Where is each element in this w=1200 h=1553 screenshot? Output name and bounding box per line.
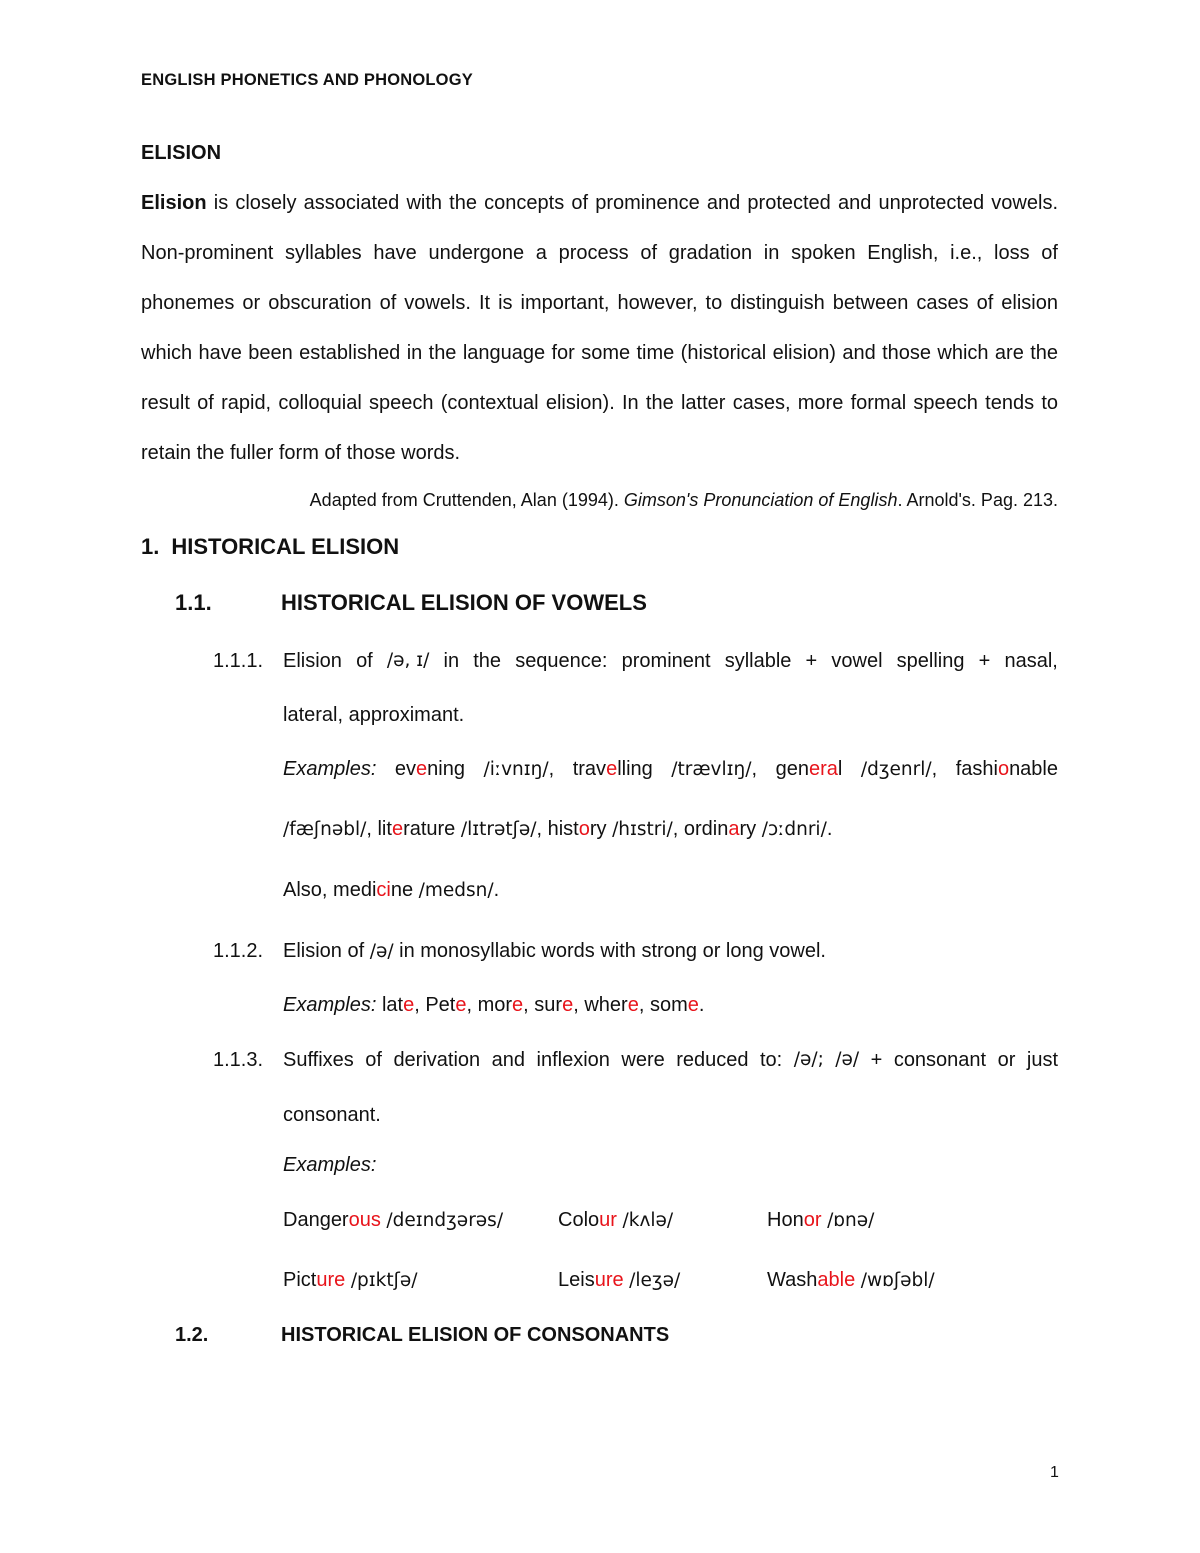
examples-also: Also, medicine /medsn/. xyxy=(283,879,500,901)
heading-historical-elision-vowels: HISTORICAL ELISION OF VOWELS xyxy=(281,590,647,615)
word: derivation xyxy=(393,1049,481,1071)
heading-number-1-1: 1.1. xyxy=(175,590,212,615)
citation xyxy=(310,490,1058,511)
word: Elision xyxy=(283,650,342,672)
section-title: ELISION xyxy=(141,142,222,164)
ipa-travelling: /trævlɪŋ/, xyxy=(671,758,758,780)
heading-text: HISTORICAL ELISION xyxy=(171,534,400,559)
ipa-transcription: /trævlɪŋ/ xyxy=(671,759,752,780)
item-number-1-1-1: 1.1.1. xyxy=(213,650,264,672)
ipa-transcription: /kʌlə/ xyxy=(622,1210,674,1231)
stem: rature xyxy=(403,818,456,840)
ipa-fashionable: /fæʃnəbl/ xyxy=(283,819,367,840)
citation-title: Gimson's Pronunciation of English xyxy=(623,490,898,510)
word: consonant xyxy=(893,1049,987,1071)
item-1-1-2-text xyxy=(283,940,826,963)
citation-author: Adapted from Cruttenden, Alan (1994). xyxy=(309,490,624,510)
suffix: ure xyxy=(316,1269,346,1291)
suffix: ure xyxy=(594,1269,624,1291)
ipa-transcription: /dʒenrl/ xyxy=(860,759,932,780)
example-general xyxy=(776,758,843,781)
stem: som xyxy=(649,994,688,1016)
stem: ev xyxy=(394,758,417,780)
word: of xyxy=(365,1049,382,1071)
suffix: ur xyxy=(599,1209,617,1231)
example-word xyxy=(534,994,573,1016)
elided-letter: o xyxy=(997,758,1010,780)
word: of xyxy=(356,650,373,672)
ipa-medicine: /medsn/ xyxy=(418,880,494,901)
intro-text: is closely associated with the concepts of prominence and protected and unprotected vowels. Non-prominent syllables have undergone a process of gradation in spoken English, i.e., loss of phonemes or obscuration of vowels. It is important, however, to distinguish between cases of elision which have been established in the language for some time (historical elision) and those which are the result of rapid, colloquial speech (contextual elision). In the latter cases, more formal speech tends to retain the fuller form of those words. xyxy=(141,192,1058,464)
elided-letter: a xyxy=(728,818,740,840)
examples-label: Examples: xyxy=(283,994,377,1016)
suffix-example-picture xyxy=(283,1269,417,1292)
examples-label: Examples: xyxy=(283,758,377,780)
example-word xyxy=(478,994,524,1016)
word: sequence: xyxy=(515,650,608,672)
word: spelling xyxy=(896,650,965,672)
ipa-transcription: /leʒə/ xyxy=(629,1270,681,1291)
word: or xyxy=(997,1049,1016,1071)
elided-letter: e xyxy=(562,994,574,1016)
heading-number-1-2: 1.2. xyxy=(175,1324,209,1346)
example-travelling xyxy=(573,758,653,781)
text: Elision of xyxy=(283,940,370,962)
suffix-example-colour xyxy=(558,1209,673,1232)
page-number: 1 xyxy=(1050,1464,1059,1481)
item-1-1-1-line2: lateral, approximant. xyxy=(283,704,465,726)
stem: ning xyxy=(427,758,465,780)
example-ordinary xyxy=(684,818,756,840)
elided-letter: era xyxy=(808,758,838,780)
suffix: ous xyxy=(348,1209,381,1231)
suffix-example-leisure xyxy=(558,1269,680,1292)
ipa-transcription: /deɪndʒərəs/ xyxy=(386,1210,504,1231)
ipa-transcription: /iːvnɪŋ/ xyxy=(483,759,549,780)
suffix: able xyxy=(817,1269,856,1291)
ipa-history: /hɪstri/ xyxy=(612,819,673,840)
example-word xyxy=(584,994,638,1016)
example-evening xyxy=(395,758,465,781)
stem: sur xyxy=(534,994,563,1016)
examples-line-2: /fæʃnəbl/, literature /lɪtrətʃə/, history /hɪstri/, ordinary /ɔːdnri/. xyxy=(283,818,833,840)
suffix: or xyxy=(803,1209,822,1231)
word: nasal, xyxy=(1004,650,1058,672)
ipa-transcription: /pɪktʃə/ xyxy=(350,1270,418,1291)
word: syllable xyxy=(724,650,792,672)
citation-publisher: . Arnold's. Pag. 213. xyxy=(897,490,1058,510)
example-literature xyxy=(377,818,455,840)
stem: Pet xyxy=(425,994,456,1016)
elided-letter: e xyxy=(512,994,524,1016)
item-1-1-2-examples: Examples: late, Pete, more, sure, where, some. xyxy=(283,994,705,1016)
stem: Hon xyxy=(767,1209,804,1231)
ipa-transcription: /ɒnə/ xyxy=(827,1210,875,1231)
stem: Wash xyxy=(767,1269,818,1291)
ipa-transcription: /ə/ xyxy=(835,1049,860,1070)
stem: trav xyxy=(572,758,607,780)
word: were xyxy=(621,1049,665,1071)
word: reduced xyxy=(676,1049,749,1071)
stem: l xyxy=(837,758,843,780)
stem: lit xyxy=(377,818,392,840)
suffix-example-honor xyxy=(767,1209,874,1232)
stem: lat xyxy=(381,994,404,1016)
suffix-example-dangerous xyxy=(283,1209,503,1232)
examples-label: Examples: xyxy=(283,1154,377,1176)
stem: ordin xyxy=(683,818,729,840)
stem: Danger xyxy=(283,1209,349,1231)
example-word xyxy=(382,994,414,1016)
elided-letter: e xyxy=(627,994,639,1016)
stem: ry xyxy=(739,818,757,840)
intro-lead: Elision xyxy=(141,192,207,214)
ipa-transcription: /wɒʃəbl/ xyxy=(860,1270,935,1291)
stem: Colo xyxy=(558,1209,600,1231)
example-word xyxy=(425,994,466,1016)
ipa-evening: /iːvnɪŋ/, xyxy=(483,758,555,780)
elided-letter: e xyxy=(455,994,467,1016)
stem: gen xyxy=(775,758,809,780)
elided-letter: ci xyxy=(376,879,391,901)
stem: fashi xyxy=(955,758,998,780)
word: vowel xyxy=(831,650,883,672)
item-1-1-3-line2: consonant. xyxy=(283,1104,381,1126)
example-medicine xyxy=(333,879,413,901)
item-1-1-1-line1 xyxy=(283,650,1058,673)
ipa-general: /dʒenrl/, xyxy=(860,758,938,780)
heading-historical-elision-consonants: HISTORICAL ELISION OF CONSONANTS xyxy=(281,1324,670,1346)
elided-letter: e xyxy=(391,818,404,840)
item-number-1-1-3: 1.1.3. xyxy=(213,1049,264,1071)
elided-letter: e xyxy=(403,994,415,1016)
ipa-transcription: /ə/ xyxy=(369,941,394,962)
elided-letter: o xyxy=(578,818,590,840)
heading-number: 1. xyxy=(141,534,160,559)
stem: lling xyxy=(617,758,653,780)
example-word xyxy=(650,994,699,1016)
ipa-transcription: /ə/; xyxy=(793,1049,824,1070)
word: + xyxy=(805,650,818,672)
word: + xyxy=(978,650,991,672)
intro-paragraph xyxy=(141,178,1058,478)
word: + xyxy=(870,1049,883,1071)
word: to: xyxy=(759,1049,783,1071)
word: just xyxy=(1026,1049,1058,1071)
word: in xyxy=(443,650,460,672)
stem: wher xyxy=(584,994,628,1016)
stem: Leis xyxy=(558,1269,595,1291)
suffix-example-washable xyxy=(767,1269,935,1292)
ipa-transcription: /ə, ɪ/ xyxy=(386,650,430,671)
word: inflexion xyxy=(536,1049,610,1071)
example-history xyxy=(548,818,607,840)
elided-letter: e xyxy=(687,994,699,1016)
also-label: Also, xyxy=(283,879,334,901)
stem: mor xyxy=(477,994,513,1016)
example-fashionable xyxy=(956,758,1058,781)
heading-historical-elision xyxy=(141,534,399,560)
word: Suffixes xyxy=(283,1049,354,1071)
word: prominent xyxy=(621,650,711,672)
elided-letter: e xyxy=(416,758,428,780)
stem: Pict xyxy=(283,1269,317,1291)
item-number-1-1-2: 1.1.2. xyxy=(213,940,264,962)
ipa-ordinary: /ɔːdnri/ xyxy=(761,819,827,840)
running-header: ENGLISH PHONETICS AND PHONOLOGY xyxy=(141,71,473,89)
item-1-1-3-line1 xyxy=(283,1049,1058,1072)
stem: hist xyxy=(547,818,579,840)
word: and xyxy=(491,1049,526,1071)
examples-line-1 xyxy=(283,758,1058,781)
stem: ry xyxy=(589,818,607,840)
word: the xyxy=(473,650,502,672)
stem: nable xyxy=(1009,758,1058,780)
elided-letter: e xyxy=(606,758,618,780)
ipa-literature: /lɪtrətʃə/ xyxy=(460,819,537,840)
stem: medi xyxy=(333,879,377,901)
text: in monosyllabic words with strong or long vowel. xyxy=(393,940,826,962)
stem: ne xyxy=(390,879,414,901)
